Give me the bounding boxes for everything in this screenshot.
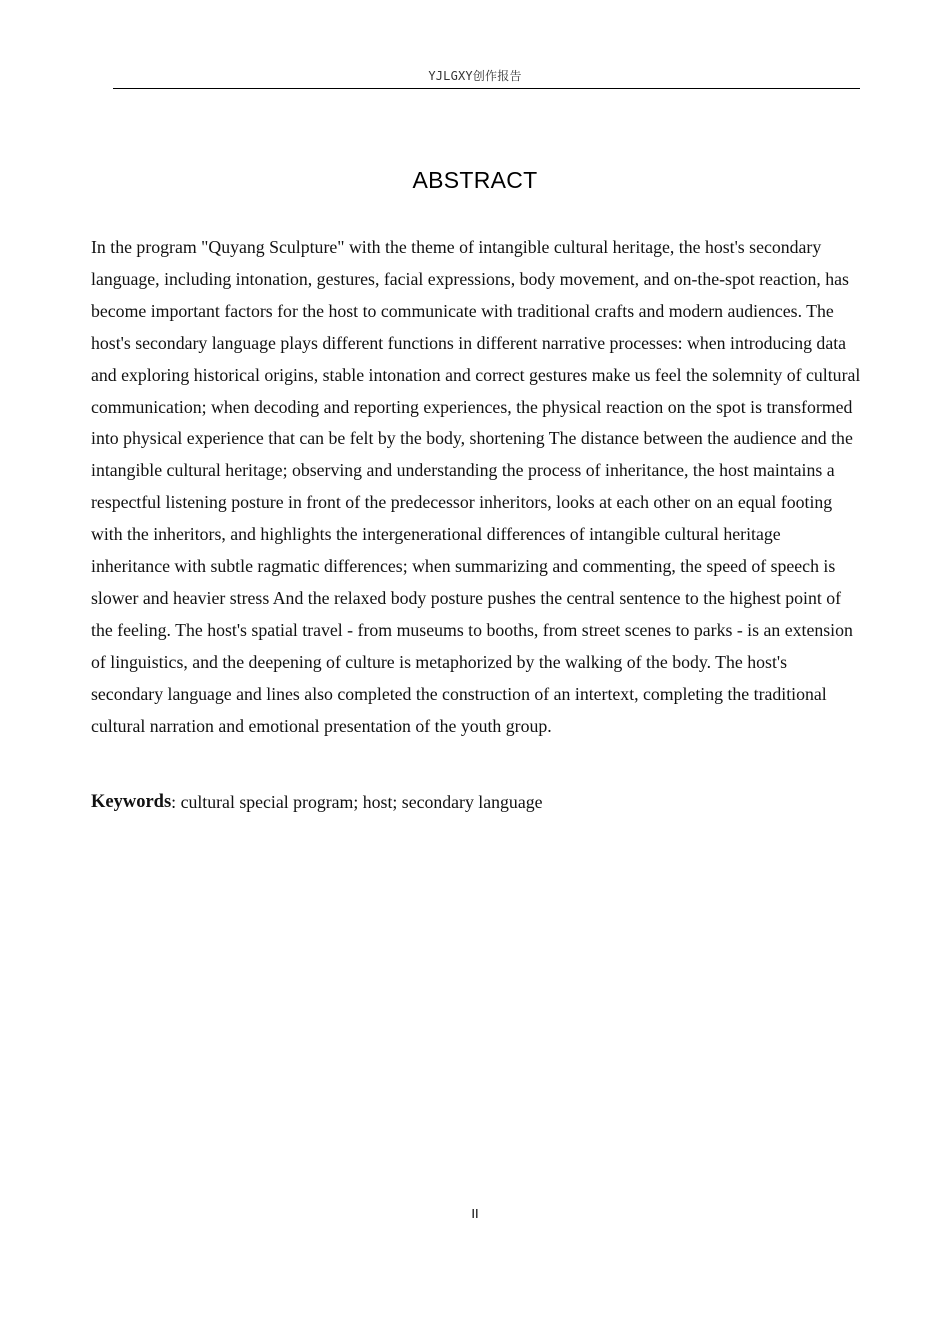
keywords-label: Keywords xyxy=(91,792,172,812)
page-number: II xyxy=(471,1206,479,1221)
running-header: YJLGXY创作报告 xyxy=(428,69,522,83)
abstract-paragraph: In the program "Quyang Sculpture" with the theme of intangible cultural heritage, the host's secondary language, including intonation, gestures, facial expressions, body movement, and on-the-spot reaction, has become important factors for the host to communicate with traditional crafts and modern audiences. The host's secondary language plays different functions in different narrative processes: when introducing data and exploring historical origins, stable intonation and correct gestures make us feel the solemnity of cultural communication; when decoding and reporting experiences, the physical reaction on the spot is transformed into physical experience that can be felt by the body, shortening The distance between the audience and the intangible cultural heritage; observing and understanding the process of inheritance, the host maintains a respectful listening posture in front of the predecessor inheritors, looks at each other on an equal footing with the inheritors, and highlights the intergenerational differences of intangible cultural heritage inheritance with subtle ragmatic differences; when summarizing and commenting, the speed of speech is slower and heavier stress And the relaxed body posture pushes the central sentence to the highest point of the feeling. The host's spatial travel - from museums to booths, from street scenes to parks - is an extension of linguistics, and the deepening of culture is metaphorized by the walking of the body. The host's secondary language and lines also completed the construction of an intertext, completing the traditional cultural narration and emotional presentation of the youth group. xyxy=(91,237,861,736)
header-divider xyxy=(113,88,860,89)
keywords-separator: : xyxy=(171,792,177,812)
keywords-line xyxy=(91,788,861,817)
page-title: ABSTRACT xyxy=(412,167,538,193)
keywords-value: cultural special program; host; secondary language xyxy=(176,792,543,812)
